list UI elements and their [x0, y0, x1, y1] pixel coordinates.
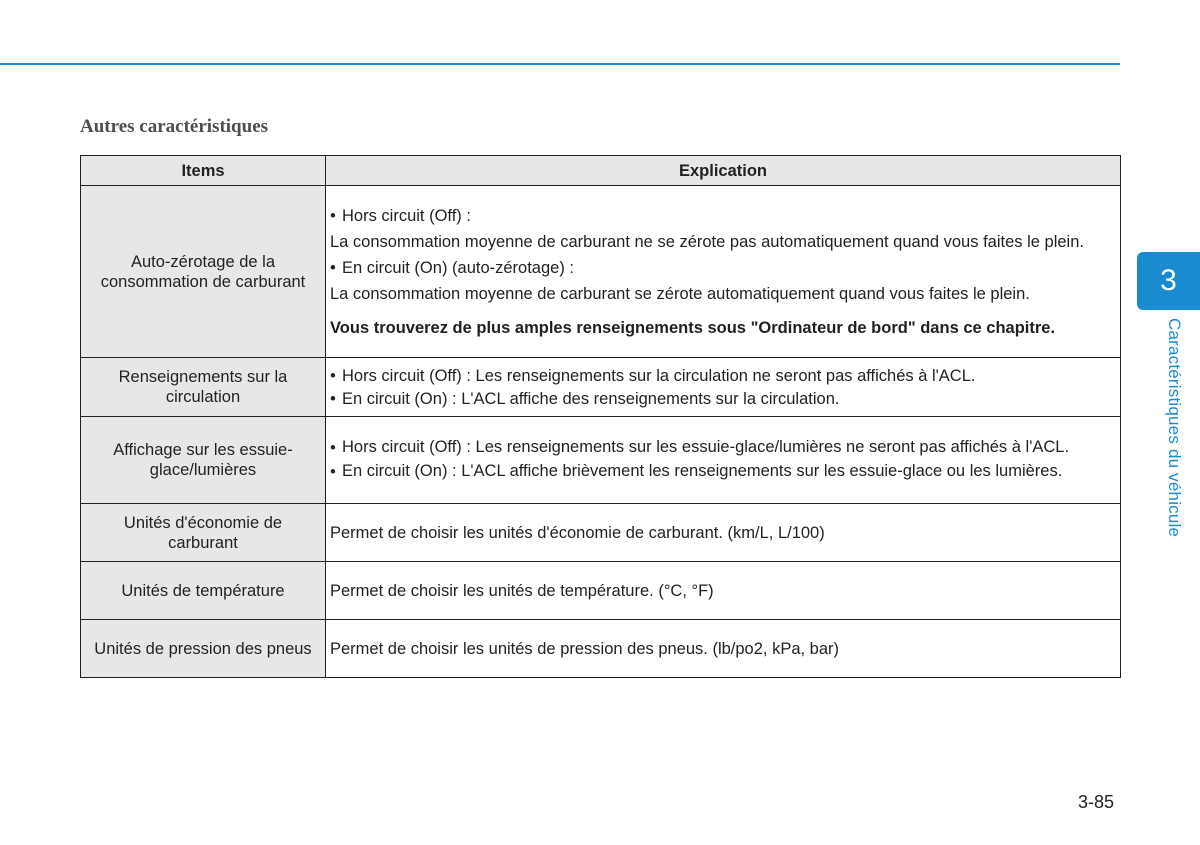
bullet-line [330, 462, 1117, 482]
explication-cell: Permet de choisir les unités de température. (°C, °F) [326, 562, 1121, 620]
bullet-line [330, 206, 1117, 226]
bullet-text: En circuit (On) : L'ACL affiche brièvement les renseignements sur les essuie-glace ou les lumières. [342, 462, 1063, 480]
paragraph: La consommation moyenne de carburant ne se zérote pas automatiquement quand vous faites le plein. [330, 232, 1084, 251]
paragraph: La consommation moyenne de carburant se zérote automatiquement quand vous faites le plein. [330, 284, 1030, 303]
bullet-dot: • [330, 258, 336, 277]
bullet-line [330, 258, 1117, 278]
item-cell: Unités de pression des pneus [81, 620, 326, 678]
bullet-text: Hors circuit (Off) : [342, 206, 471, 225]
table-row [81, 186, 1121, 358]
table-row [81, 358, 1121, 417]
bullet-line [330, 389, 1117, 409]
table-row [81, 504, 1121, 562]
bullet-dot: • [330, 463, 336, 481]
reference-note: Vous trouverez de plus amples renseignements sous "Ordinateur de bord" dans ce chapitre. [330, 318, 1056, 337]
table-row [81, 562, 1121, 620]
bullet-text: En circuit (On) : L'ACL affiche des renseignements sur la circulation. [342, 389, 840, 408]
bullet-text: En circuit (On) (auto-zérotage) : [342, 258, 574, 277]
bullet-dot: • [330, 389, 336, 408]
settings-table [80, 155, 1121, 678]
bullet-text: Hors circuit (Off) : Les renseignements sur la circulation ne seront pas affichés à l'ACL. [342, 366, 976, 385]
page-number: 3-85 [1078, 792, 1115, 812]
item-cell: Unités de température [81, 562, 326, 620]
explication-cell [326, 186, 1121, 358]
chapter-tab: 3 [1137, 252, 1200, 310]
chapter-label: Caractéristiques du véhicule [1165, 318, 1184, 538]
explication-cell: Permet de choisir les unités d'économie de carburant. (km/L, L/100) [326, 504, 1121, 562]
item-cell: Auto-zérotage de la consommation de carburant [81, 186, 326, 358]
header-rule [0, 63, 1120, 65]
table-header-row [81, 156, 1121, 186]
bullet-dot: • [330, 439, 336, 457]
bullet-dot: • [330, 366, 336, 385]
bullet-line [330, 366, 1117, 386]
explication-cell [326, 417, 1121, 504]
bullet-line [330, 438, 1117, 458]
item-cell: Unités d'économie de carburant [81, 504, 326, 562]
item-cell: Affichage sur les essuie-glace/lumières [81, 417, 326, 504]
section-title: Autres caractéristiques [80, 116, 269, 137]
bullet-text: Hors circuit (Off) : Les renseignements sur les essuie-glace/lumières ne seront pas affichés à l'ACL. [342, 438, 1070, 456]
table-row [81, 620, 1121, 678]
explication-cell [326, 358, 1121, 417]
header-explication: Explication [326, 156, 1121, 186]
explication-cell: Permet de choisir les unités de pression des pneus. (lb/po2, kPa, bar) [326, 620, 1121, 678]
item-cell: Renseignements sur la circulation [81, 358, 326, 417]
table-row [81, 417, 1121, 504]
bullet-dot: • [330, 206, 336, 225]
header-items: Items [81, 156, 326, 186]
